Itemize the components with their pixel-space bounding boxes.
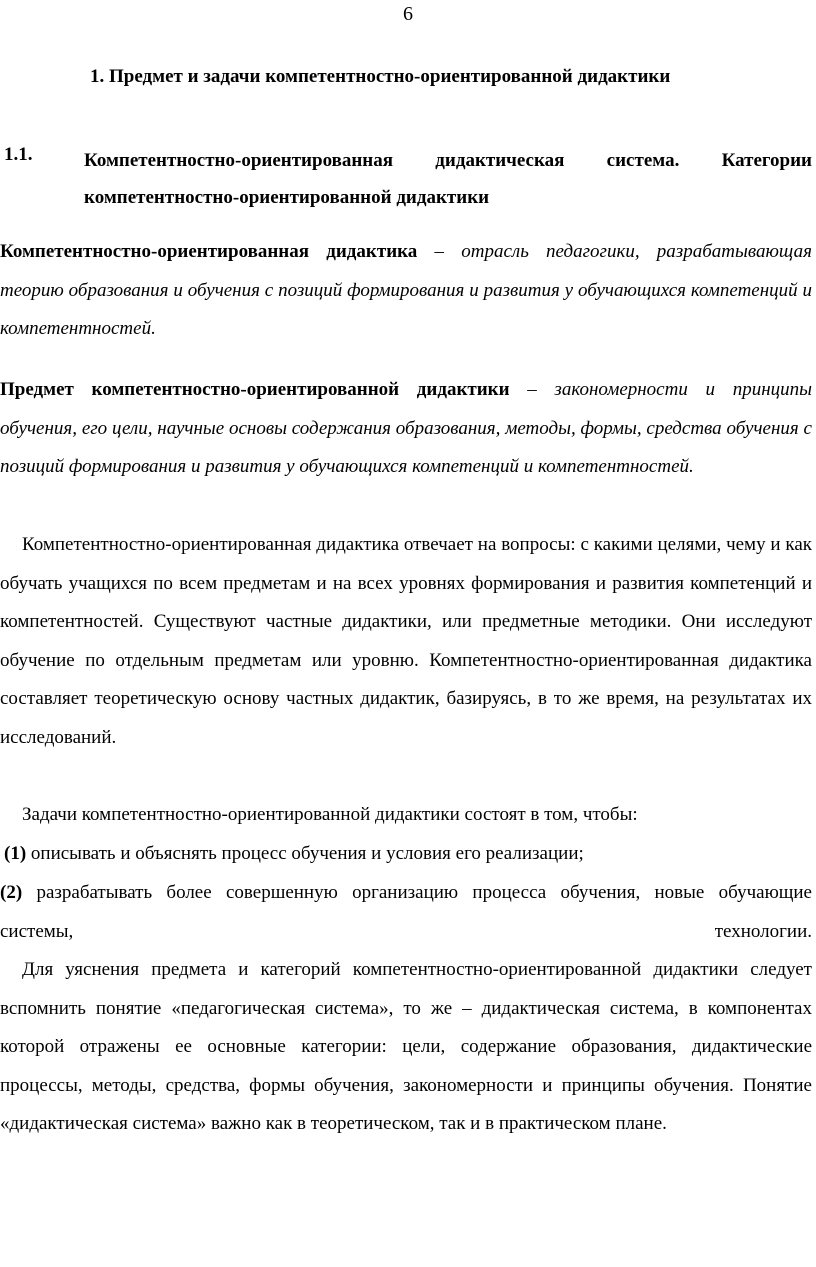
definition-text: отрасль педагогики, разрабатывающая теорию образования и обучения с позиций формирования и развития у обучающихся компетенций и компетентностей. [0,241,813,339]
body-paragraph: Для уяснения предмета и категорий компетентностно-ориентированной дидактики следует вспомнить понятие «педагогическая система», то же – дидактическая система, в компонентах которой отражены ее основные категории: цели, содержание образования, дидактические процессы, методы, средства, формы обучения, закономерности и принципы обучения. Понятие «дидактическая система» важно как в теоретическом, так и в практическом плане. [0,959,812,1134]
section-number: 1.1. [4,144,33,165]
definition-text: закономерности и принципы обучения, его цели, научные основы содержания образования, методы, формы, средства обучения с позиций формирования и развития у обучающихся компетенций и компетентностей. [0,379,812,477]
task-text: описывать и объяснять процесс обучения и условия его реализации; [26,843,584,864]
task-item-2 [0,874,812,951]
task-item-1 [0,835,812,874]
task-text: разрабатывать более совершенную организацию процесса обучения, новые обучающие системы, технологии. [0,882,812,942]
definition-dash: – [509,379,555,400]
task-number: (1) [4,843,27,864]
definition-subject [0,371,812,487]
tasks-intro: Задачи компетентностно-ориентированной дидактики состоят в том, чтобы: [22,804,638,825]
definition-term: Предмет компетентностно-ориентированной дидактики [0,379,510,400]
task-number: (2) [0,882,23,903]
definition-term: Компетентностно-ориентированная дидактика [0,241,418,262]
chapter-heading: 1. Предмет и задачи компетентностно-ориентированной дидактики [90,66,671,87]
definition-dash: – [417,241,462,262]
body-paragraph: Компетентностно-ориентированная дидактика отвечает на вопросы: с какими целями, чему и как обучать учащихся по всем предметам и на всех уровнях формирования и развития компетенций и компетентностей. Существуют частные дидактики, или предметные методики. Они исследуют обучение по отдельным предметам или уровню. Компетентностно-ориентированная дидактика составляет теоретическую основу частных дидактик, базируясь, в то же время, на результатах их исследований. [0,534,812,748]
page-number: 6 [403,3,413,25]
section-heading: Компетентностно-ориентированная дидактическая система. Категории компетентностно-ориентированной дидактики [84,150,812,208]
definition-didactics [0,233,812,349]
